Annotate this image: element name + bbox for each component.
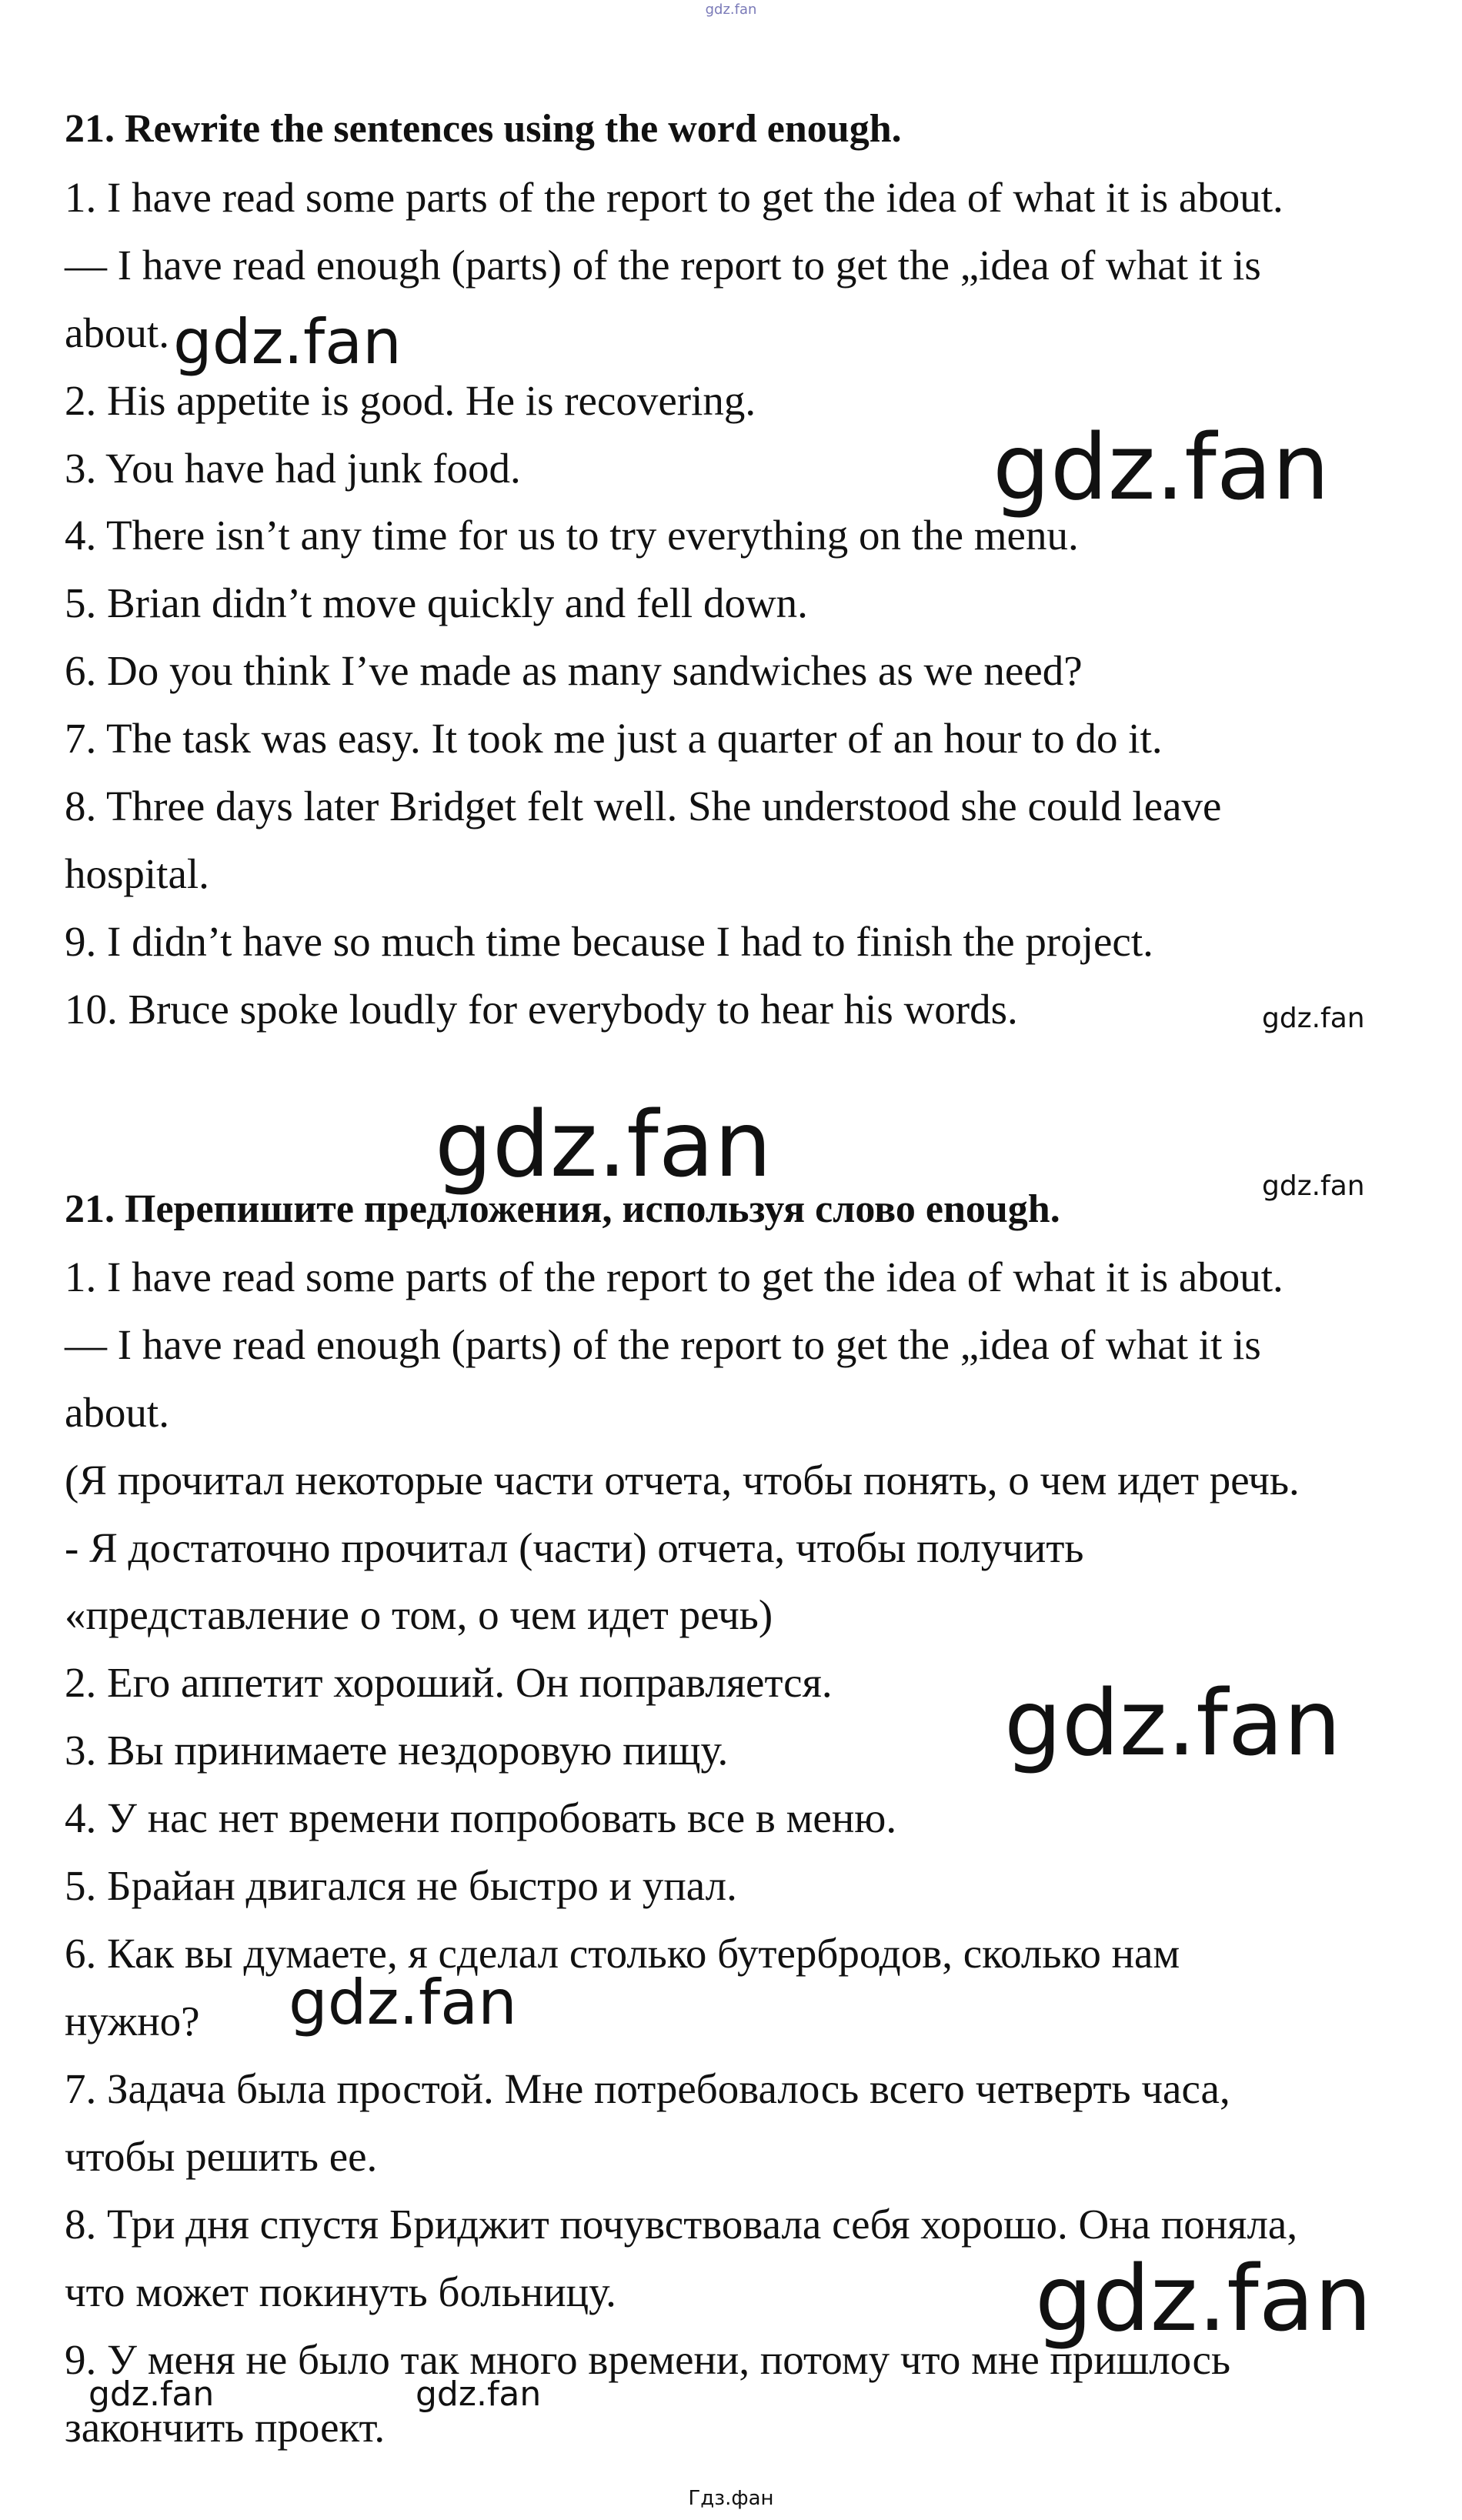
text-line: 4. У нас нет времени попробовать все в меню.: [65, 1794, 897, 1841]
text-line: about.: [65, 1389, 169, 1436]
watermark: gdz.fan: [416, 2375, 542, 2414]
exercise-heading-russian: 21. Перепишите предложения, используя слово enough.: [65, 1187, 1060, 1231]
text-line: 5. Brian didn’t move quickly and fell down.: [65, 579, 808, 626]
text-line: 1. I have read some parts of the report to get the idea of what it is about.: [65, 174, 1283, 221]
text-line: 9. I didn’t have so much time because I had to finish the project.: [65, 918, 1153, 965]
watermark: gdz.fan: [1262, 1170, 1365, 1202]
watermark: gdz.fan: [435, 1091, 772, 1197]
text-line: — I have read enough (parts) of the report to get the „idea of what it is: [65, 1321, 1261, 1368]
text-line: 2. His appetite is good. He is recovering.: [65, 377, 756, 424]
watermark: gdz.fan: [1004, 1670, 1341, 1776]
text-line: 8. Three days later Bridget felt well. She understood she could leave: [65, 783, 1222, 829]
text-line: 1. I have read some parts of the report to get the idea of what it is about.: [65, 1253, 1283, 1300]
text-line: закончить проект.: [65, 2404, 386, 2451]
header-watermark: gdz.fan: [705, 2, 757, 18]
text-line: 7. Задача была простой. Мне потребовалось всего четверть часа,: [65, 2065, 1230, 2112]
text-line: hospital.: [65, 850, 209, 897]
text-line: 6. Do you think I’ve made as many sandwiches as we need?: [65, 647, 1083, 694]
exercise-heading-english: 21. Rewrite the sentences using the word enough.: [65, 107, 902, 151]
watermark: gdz.fan: [1035, 2245, 1372, 2351]
text-line: 6. Как вы думаете, я сделал столько бутербродов, сколько нам: [65, 1930, 1180, 1977]
watermark: gdz.fan: [1262, 1003, 1365, 1034]
text-line: нужно?: [65, 1998, 200, 2044]
watermark: gdz.fan: [88, 2375, 215, 2414]
watermark: gdz.fan: [289, 1967, 517, 2038]
text-line: 3. Вы принимаете нездоровую пищу.: [65, 1727, 729, 1774]
watermark: gdz.fan: [173, 306, 402, 378]
text-line: что может покинуть больницу.: [65, 2268, 616, 2315]
text-line: чтобы решить ее.: [65, 2133, 378, 2180]
text-line: — I have read enough (parts) of the report to get the „idea of what it is: [65, 242, 1261, 289]
text-line: 8. Три дня спустя Бриджит почувствовала себя хорошо. Она поняла,: [65, 2201, 1298, 2248]
text-line: «представление о том, о чем идет речь): [65, 1591, 773, 1638]
text-line: 2. Его аппетит хороший. Он поправляется.: [65, 1659, 833, 1706]
text-line: 9. У меня не было так много времени, потому что мне пришлось: [65, 2336, 1231, 2383]
text-line: - Я достаточно прочитал (части) отчета, чтобы получить: [65, 1524, 1084, 1571]
text-line: 10. Bruce spoke loudly for everybody to hear his words.: [65, 986, 1018, 1033]
text-line: 4. There isn’t any time for us to try everything on the menu.: [65, 512, 1079, 559]
text-line: about.: [65, 309, 169, 356]
text-line: (Я прочитал некоторые части отчета, чтобы понять, о чем идет речь.: [65, 1457, 1300, 1504]
text-line: 5. Брайан двигался не быстро и упал.: [65, 1862, 737, 1909]
text-line: 3. You have had junk food.: [65, 445, 521, 492]
text-line: 7. The task was easy. It took me just a quarter of an hour to do it.: [65, 715, 1163, 762]
watermark: gdz.fan: [993, 414, 1330, 520]
footer-watermark: Гдз.фан: [688, 2487, 774, 2510]
